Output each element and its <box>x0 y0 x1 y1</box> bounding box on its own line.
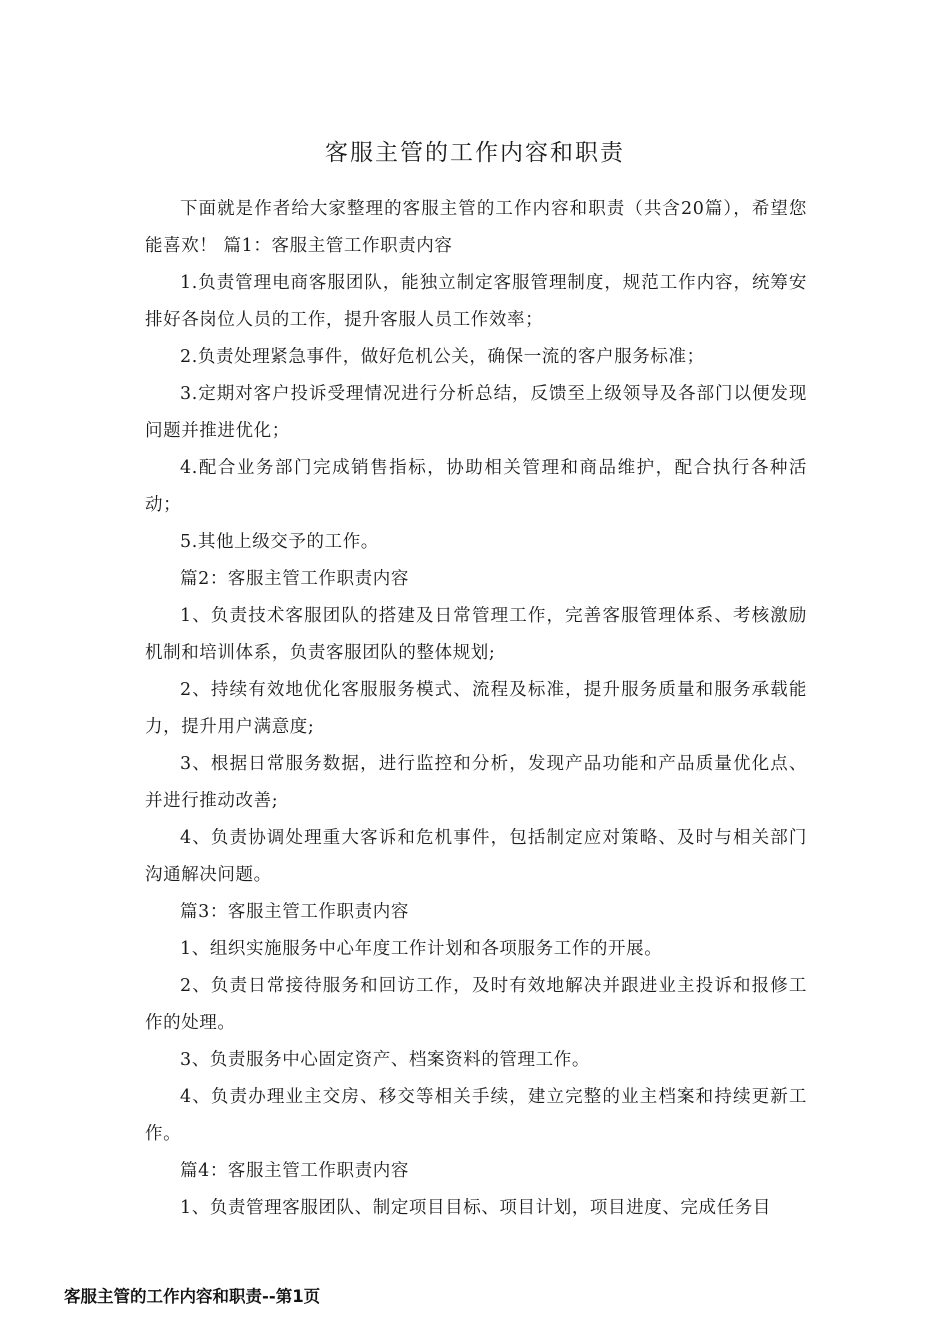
paragraph: 3.定期对客户投诉受理情况进行分析总结，反馈至上级领导及各部门以便发现问题并推进优化； <box>145 384 807 441</box>
paragraph: 1.负责管理电商客服团队，能独立制定客服管理制度，规范工作内容，统筹安排好各岗位人员的工作，提升客服人员工作效率； <box>145 273 807 330</box>
page-footer: 客服主管的工作内容和职责--第1页 <box>64 1287 321 1306</box>
paragraph: 4、负责协调处理重大客诉和危机事件，包括制定应对策略、及时与相关部门沟通解决问题。 <box>145 828 807 885</box>
document-body <box>145 191 807 1227</box>
section-heading: 篇3：客服主管工作职责内容 <box>180 902 409 922</box>
section-heading: 篇4：客服主管工作职责内容 <box>180 1161 409 1181</box>
paragraph: 4.配合业务部门完成销售指标，协助相关管理和商品维护，配合执行各种活动； <box>145 458 807 515</box>
paragraph-intro: 下面就是作者给大家整理的客服主管的工作内容和职责（共含20篇），希望您能喜欢！ 篇1：客服主管工作职责内容 <box>145 199 807 256</box>
paragraph: 1、负责管理客服团队、制定项目目标、项目计划，项目进度、完成任务目 <box>180 1198 771 1218</box>
paragraph: 3、负责服务中心固定资产、档案资料的管理工作。 <box>180 1050 590 1070</box>
paragraph: 1、组织实施服务中心年度工作计划和各项服务工作的开展。 <box>180 939 663 959</box>
paragraph: 4、负责办理业主交房、移交等相关手续，建立完整的业主档案和持续更新工作。 <box>145 1087 807 1144</box>
document-title: 客服主管的工作内容和职责 <box>325 140 625 166</box>
section-heading: 篇2：客服主管工作职责内容 <box>180 569 409 589</box>
paragraph: 2.负责处理紧急事件，做好危机公关，确保一流的客户服务标准； <box>180 347 705 367</box>
paragraph: 2、持续有效地优化客服服务模式、流程及标准，提升服务质量和服务承载能力，提升用户满意度; <box>145 680 807 737</box>
paragraph: 5.其他上级交予的工作。 <box>180 532 379 552</box>
paragraph: 1、负责技术客服团队的搭建及日常管理工作，完善客服管理体系、考核激励机制和培训体系，负责客服团队的整体规划; <box>145 606 807 663</box>
paragraph: 2、负责日常接待服务和回访工作，及时有效地解决并跟进业主投诉和报修工作的处理。 <box>145 976 807 1033</box>
paragraph: 3、根据日常服务数据，进行监控和分析，发现产品功能和产品质量优化点、并进行推动改善; <box>145 754 807 811</box>
